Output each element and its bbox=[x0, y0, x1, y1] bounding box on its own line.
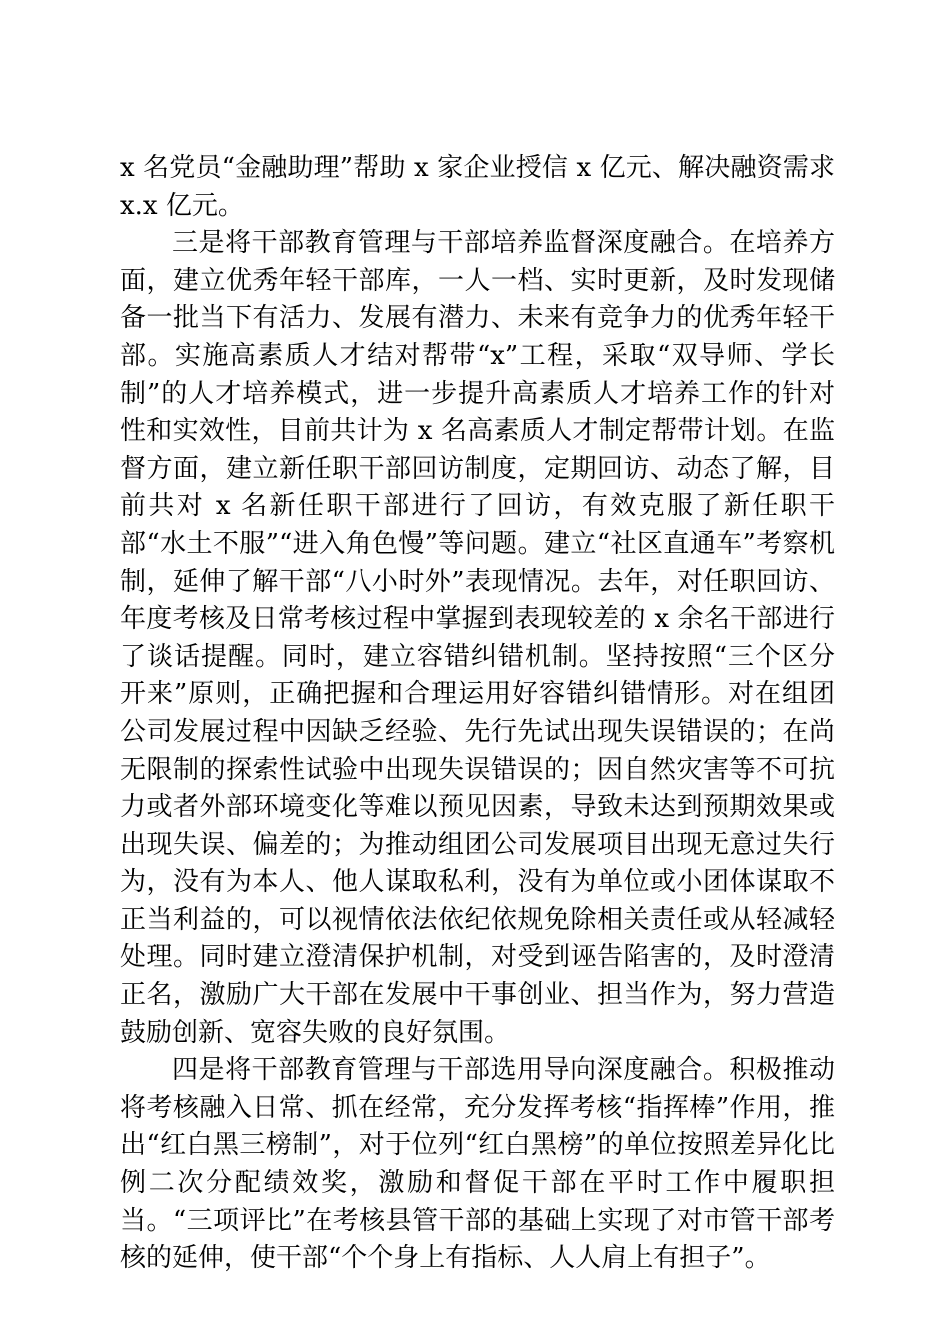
paragraph-section-four: 四是将干部教育管理与干部选用导向深度融合。积极推动将考核融入日常、抓在经常，充分发挥考核“指挥棒”作用，推出“红白黑三榜制”，对于位列“红白黑榜”的单位按照差异化比例二次分配绩效奖，激励和督促干部在平时工作中履职担当。“三项评比”在考核县管干部的基础上实现了对市管干部考核的延伸，使干部“个个身上有指标、人人肩上有担子”。 bbox=[120, 1055, 835, 1274]
document-body bbox=[120, 150, 835, 1278]
paragraph-continuation: x 名党员“金融助理”帮助 x 家企业授信 x 亿元、解决融资需求 x.x 亿元。 bbox=[120, 153, 835, 221]
paragraph-section-three: 三是将干部教育管理与干部培养监督深度融合。在培养方面，建立优秀年轻干部库，一人一档、实时更新，及时发现储备一批当下有活力、发展有潜力、未来有竞争力的优秀年轻干部。实施高素质人才结对帮带“x”工程，采取“双导师、学长制”的人才培养模式，进一步提升高素质人才培养工作的针对性和实效性，目前共计为 x 名高素质人才制定帮带计划。在监督方面，建立新任职干部回访制度，定期回访、动态了解，目前共对 x 名新任职干部进行了回访，有效克服了新任职干部“水土不服”“进入角色慢”等问题。建立“社区直通车”考察机制，延伸了解干部“八小时外”表现情况。去年，对任职回访、年度考核及日常考核过程中掌握到表现较差的 x 余名干部进行了谈话提醒。同时，建立容错纠错机制。坚持按照“三个区分开来”原则，正确把握和合理运用好容错纠错情形。对在组团公司发展过程中因缺乏经验、先行先试出现失误错误的；在尚无限制的探索性试验中出现失误错误的；因自然灾害等不可抗力或者外部环境变化等难以预见因素，导致未达到预期效果或出现失误、偏差的；为推动组团公司发展项目出现无意过失行为，没有为本人、他人谋取私利，没有为单位或小团体谋取不正当利益的，可以视情依法依纪依规免除相关责任或从轻减轻处理。同时建立澄清保护机制，对受到诬告陷害的，及时澄清正名，激励广大干部在发展中干事创业、担当作为，努力营造鼓励创新、宽容失败的良好氛围。 bbox=[120, 228, 835, 1048]
